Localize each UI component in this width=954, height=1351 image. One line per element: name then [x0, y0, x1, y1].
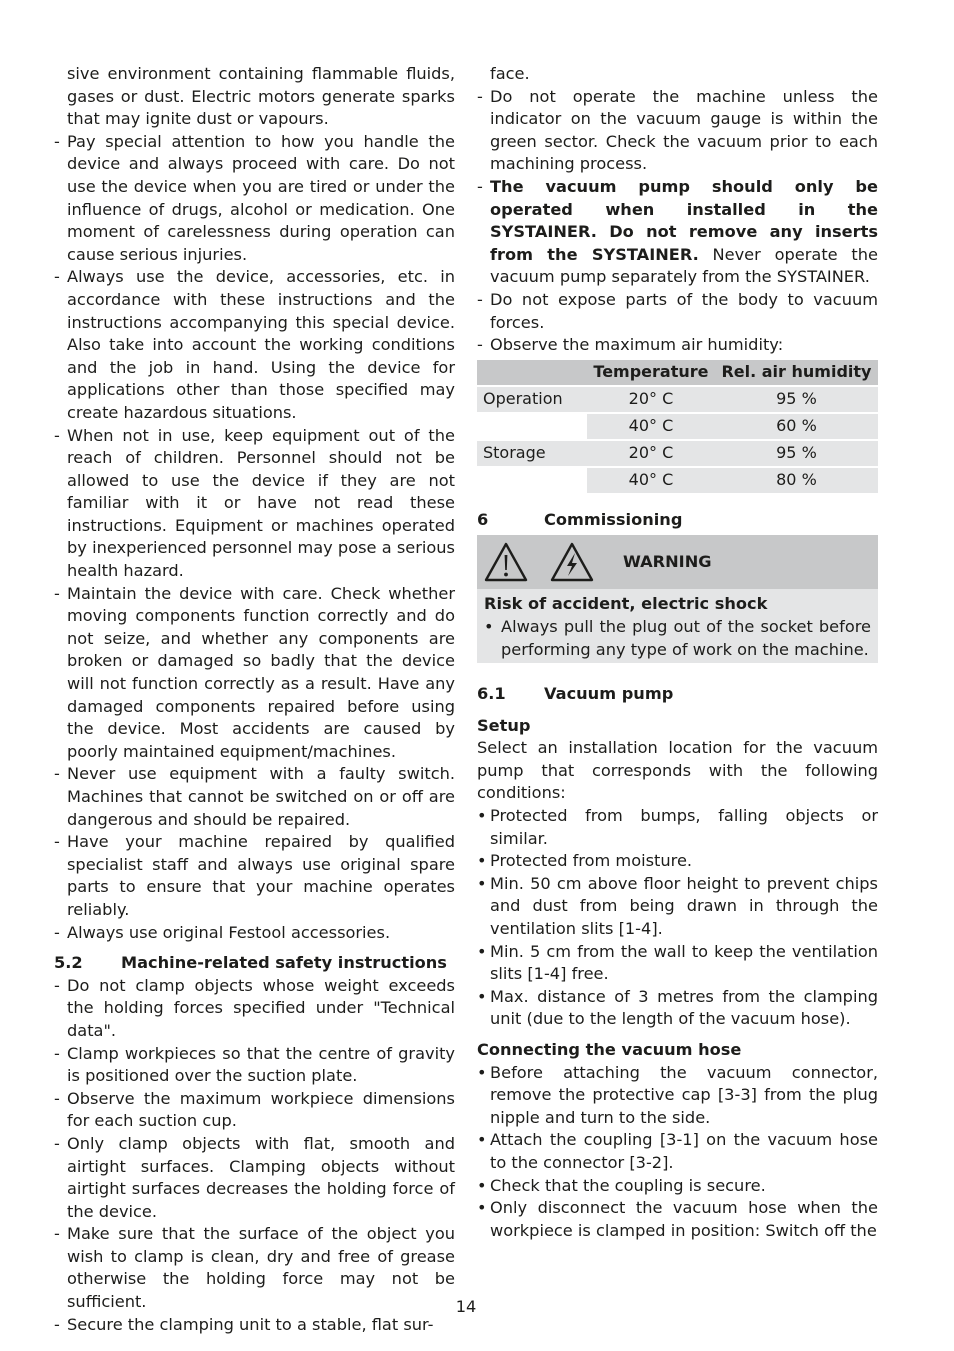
table-row — [477, 440, 878, 467]
list-item: • Min. 50 cm above floor height to prevent chips and dust from being drawn in through the ventilation slits [1-4]. — [477, 873, 878, 941]
list-item: - Clamp workpieces so that the centre of gravity is positioned over the suction plate. — [54, 1043, 455, 1088]
list-item: • Attach the coupling [3-1] on the vacuum hose to the connector [3-2]. — [477, 1129, 878, 1174]
list-item: • Protected from moisture. — [477, 850, 878, 873]
setup-heading: Setup — [477, 715, 531, 735]
section-number: 6 — [477, 509, 489, 529]
table-cell — [477, 413, 587, 440]
list-item: - Always use the device, accessories, etc. in accordance with these instructions and the instructions accompanying this special device. Also take into account the working conditions and the job in hand. Using the device for applications other than those specified may create hazardous situations. — [54, 266, 455, 424]
list-item: - Never use equipment with a faulty switch. Machines that cannot be switched on or off are dangerous and should be repaired. — [54, 763, 455, 831]
page-number: 14 — [455, 1297, 477, 1316]
list-item: - When not in use, keep equipment out of the reach of children. Personnel should not be allowed to use the device if they are not familiar with it or have not read these instructions. Equipment or machines operated by inexperienced personnel may pose a serious health hazard. — [54, 425, 455, 583]
operation-list — [477, 86, 878, 357]
warning-list — [484, 616, 871, 661]
section-number: 6.1 — [477, 684, 506, 704]
table-header: Rel. air humidity — [715, 360, 878, 386]
table-cell — [477, 467, 587, 493]
list-item: • Always pull the plug out of the socket before performing any type of work on the machine. — [484, 616, 871, 661]
list-item: • Check that the coupling is secure. — [477, 1175, 878, 1198]
list-item: • Protected from bumps, falling objects or similar. — [477, 805, 878, 850]
list-item: - Always use original Festool accessories. — [54, 922, 455, 945]
table-header: Temperature — [587, 360, 715, 386]
list-item: - Secure the clamping unit to a stable, flat sur- — [54, 1314, 455, 1337]
list-item: - Observe the maximum workpiece dimensions for each suction cup. — [54, 1088, 455, 1133]
list-item: - Only clamp objects with flat, smooth and airtight surfaces. Clamping objects without airtight surfaces decreases the holding force of the device. — [54, 1133, 455, 1223]
exclamation-triangle-icon — [484, 542, 528, 582]
table-cell: 95 % — [715, 386, 878, 413]
list-item: • Max. distance of 3 metres from the clamping unit (due to the length of the vacuum hose). — [477, 986, 878, 1031]
warning-body — [477, 589, 878, 663]
section-title: Commissioning — [544, 509, 683, 529]
warning-box — [477, 535, 878, 663]
list-item: - Do not operate the machine unless the indicator on the vacuum gauge is within the green sector. Check the vacuum prior to each machining process. — [477, 86, 878, 176]
hose-heading: Connecting the vacuum hose — [477, 1040, 742, 1059]
section-number: 5.2 — [54, 953, 83, 973]
warning-text-rest: Never operate the vacuum pump separately from the SYSTAINER. — [490, 244, 878, 287]
left-column — [54, 63, 455, 1336]
table-cell: 20° C — [587, 440, 715, 467]
safety-list — [54, 131, 455, 944]
table-cell: 40° C — [587, 413, 715, 440]
warning-subtitle: Risk of accident, electric shock — [484, 594, 768, 614]
continued-paragraph: face. — [490, 64, 530, 83]
continued-paragraph: sive environment containing flammable fluids, gases or dust. Electric motors generate sparks that may ignite dust or vapours. — [67, 64, 455, 129]
section-heading-5-2 — [54, 952, 455, 975]
warning-title: WARNING — [623, 552, 712, 572]
list-item: - Do not clamp objects whose weight exceeds the holding forces specified under "Technical data". — [54, 975, 455, 1043]
list-item — [477, 176, 878, 289]
machine-safety-list — [54, 975, 455, 1337]
warning-icons — [477, 542, 623, 582]
list-item: - Make sure that the surface of the object you wish to clamp is clean, dry and free of grease otherwise the holding force may not be sufficient. — [54, 1223, 455, 1313]
table-cell: 40° C — [587, 467, 715, 493]
bold-warning-text: The vacuum pump should only be operated when installed in the SYSTAINER. Do not remove any inserts from the SYSTAINER. — [490, 176, 878, 264]
list-item: • Min. 5 cm from the wall to keep the ventilation slits [1-4] free. — [477, 941, 878, 986]
section-heading-6-1 — [477, 683, 878, 706]
list-item: - Pay special attention to how you handle the device and always proceed with care. Do not use the device when you are tired or under the influence of drugs, alcohol or medication. One moment of carelessness during operation can cause serious injuries. — [54, 131, 455, 267]
table-cell: Storage — [477, 440, 587, 467]
table-cell: 20° C — [587, 386, 715, 413]
humidity-table — [477, 360, 878, 493]
list-item: - Maintain the device with care. Check whether moving components function correctly and do not seize, and whether any components are broken or damaged so badly that the device will not function correctly as a result. Have any damaged components repaired before using the device. Most accidents are caused by poorly maintained equipment/machines. — [54, 583, 455, 764]
list-item: - Have your machine repaired by qualified specialist staff and always use original spare parts to ensure that your machine operates reliably. — [54, 831, 455, 921]
section-heading-6 — [477, 509, 878, 532]
table-cell: 60 % — [715, 413, 878, 440]
right-column — [477, 63, 878, 1242]
section-title: Vacuum pump — [544, 684, 674, 704]
table-cell: Operation — [477, 386, 587, 413]
setup-intro: Select an installation location for the vacuum pump that corresponds with the following conditions: — [477, 738, 878, 803]
hose-list — [477, 1062, 878, 1243]
list-item: - Observe the maximum air humidity: — [477, 334, 878, 357]
list-item: • Before attaching the vacuum connector, remove the protective cap [3-3] from the plug nipple and turn to the side. — [477, 1062, 878, 1130]
warning-header — [477, 535, 878, 589]
table-row — [477, 386, 878, 413]
table-header-row — [477, 360, 878, 386]
table-cell: 80 % — [715, 467, 878, 493]
table-row — [477, 413, 878, 440]
list-item: - Do not expose parts of the body to vacuum forces. — [477, 289, 878, 334]
section-title: Machine-related safety instructions — [121, 953, 447, 973]
list-item: • Only disconnect the vacuum hose when the workpiece is clamped in position: Switch off the — [477, 1197, 878, 1242]
setup-list — [477, 805, 878, 1031]
electric-shock-icon — [550, 542, 594, 582]
table-header — [477, 360, 587, 386]
table-row — [477, 467, 878, 493]
table-cell: 95 % — [715, 440, 878, 467]
